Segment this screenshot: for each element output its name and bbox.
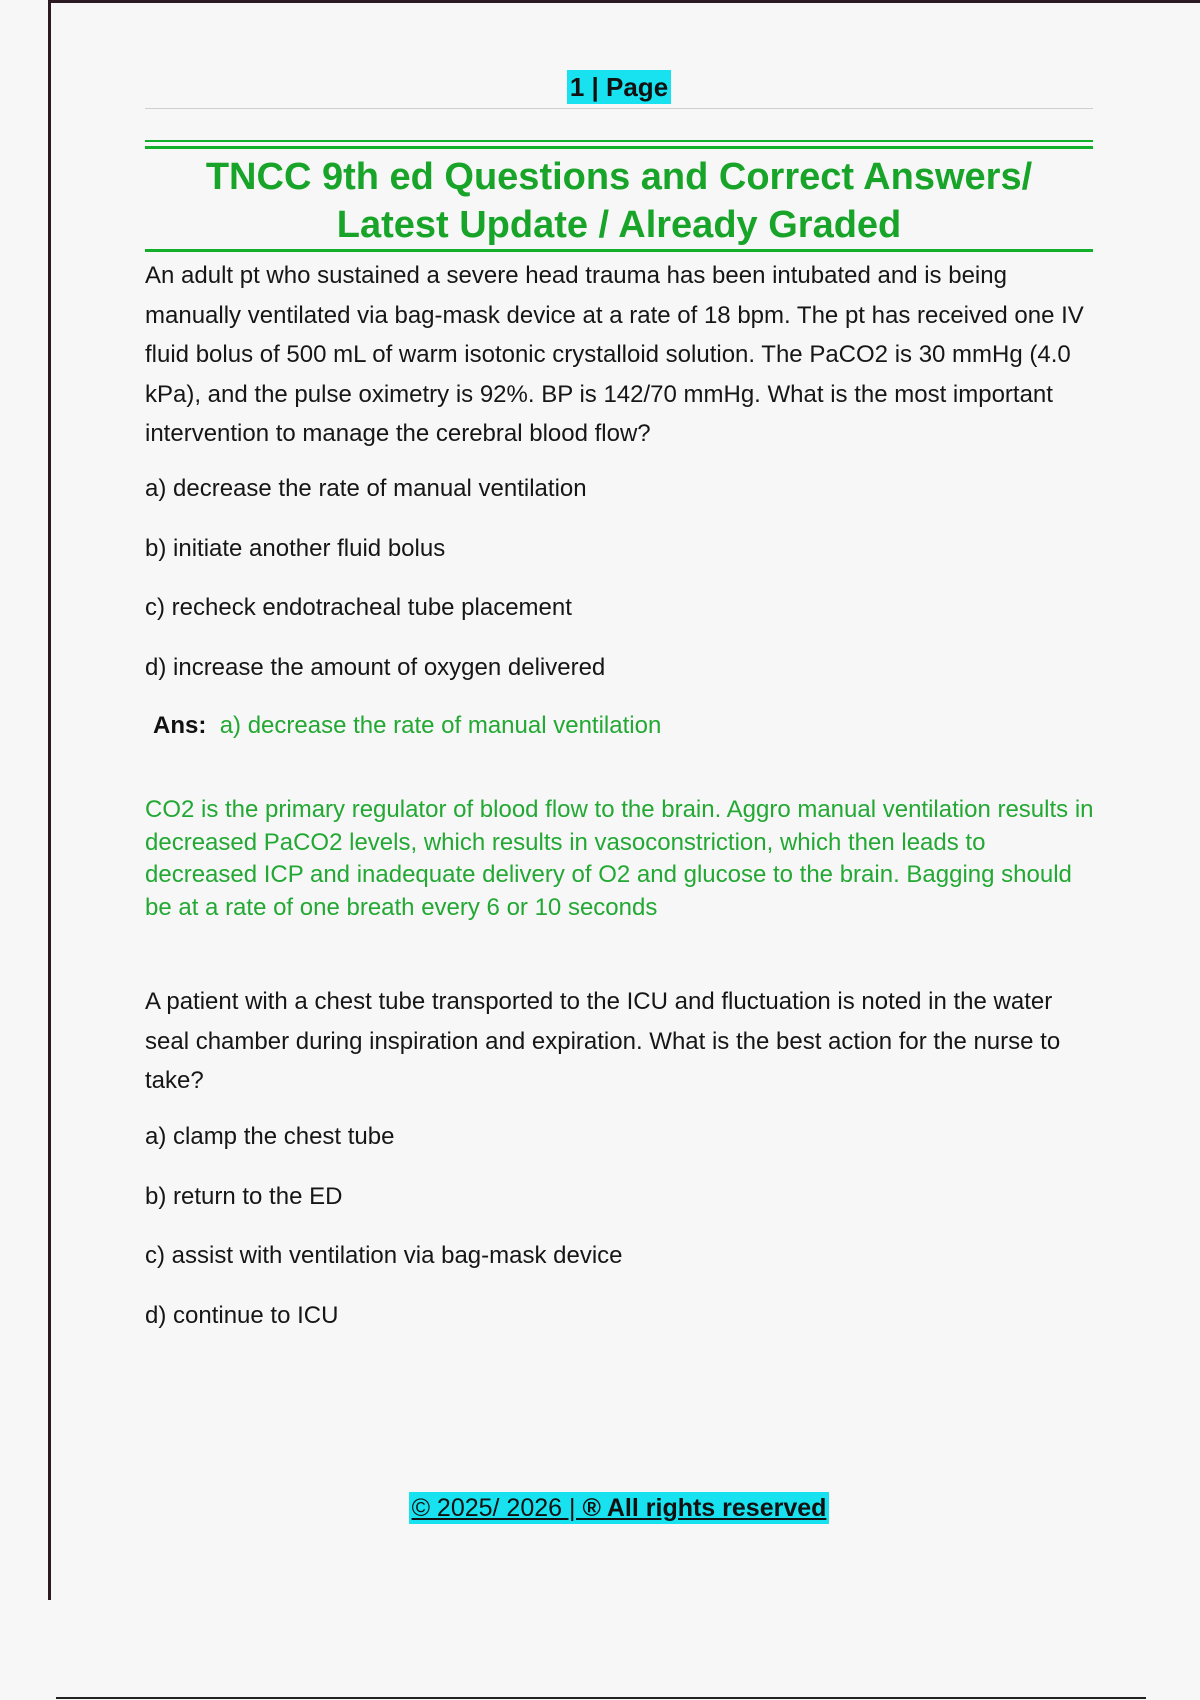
page-number: 1 | Page (567, 70, 671, 104)
document-title (145, 153, 1093, 249)
question-2-option-b: b) return to the ED (145, 1183, 343, 1210)
page-top-border (48, 0, 1200, 3)
question-1-option-c: c) recheck endotracheal tube placement (145, 594, 572, 621)
copyright-notice (409, 1492, 830, 1524)
title-bold-part: TNCC 9th ed (205, 156, 434, 198)
question-1-text: An adult pt who sustained a severe head trauma has been intubated and is being manually ventilated via bag-mask device at a rate of 18 bpm. The pt has received one IV fluid bolus of 500 mL of warm isotonic crystalloid solution. The PaCO2 is 30 mmHg (4.0 kPa), and the pulse oximetry is 92%. BP is 142/70 mmHg. What is the most important intervention to manage the cerebral blood flow? (145, 262, 1084, 447)
copyright-rights: ® All rights reserved (582, 1494, 827, 1522)
answer-value: a) decrease the rate of manual ventilation (219, 712, 662, 739)
question-1-answer (153, 711, 661, 741)
question-1-option-a: a) decrease the rate of manual ventilation (145, 475, 587, 502)
question-2-option-a: a) clamp the chest tube (145, 1123, 395, 1150)
bottom-divider (56, 1697, 1146, 1699)
question-2-text: A patient with a chest tube transported to the ICU and fluctuation is noted in the water seal chamber during inspiration and expiration. What is the best action for the nurse to take? (145, 988, 1061, 1094)
question-1-explanation: CO2 is the primary regulator of blood flow to the brain. Aggro manual ventilation results in decreased PaCO2 levels, which results in vasoconstriction, which then leads to decreased ICP and inadequate delivery of O2 and glucose to the brain. Bagging should be at a rate of one breath every 6 or 10 seconds (145, 796, 1094, 921)
question-2-option-c: c) assist with ventilation via bag-mask device (145, 1242, 623, 1269)
document-content (145, 256, 1095, 1329)
answer-label: Ans: (153, 712, 207, 739)
page-left-border (48, 0, 51, 1600)
page-header (145, 70, 1093, 104)
page-footer (145, 1492, 1093, 1524)
question-1-option-b: b) initiate another fluid bolus (145, 535, 446, 562)
copyright-years: © 2025/ 2026 | (411, 1494, 583, 1522)
question-2-option-d: d) continue to ICU (145, 1302, 339, 1329)
question-1-option-d: d) increase the amount of oxygen delivered (145, 654, 606, 681)
header-divider (145, 108, 1093, 109)
title-rest-part: Questions and Correct Answers/ Latest Update / Already Graded (336, 156, 1033, 246)
title-box (145, 146, 1093, 252)
